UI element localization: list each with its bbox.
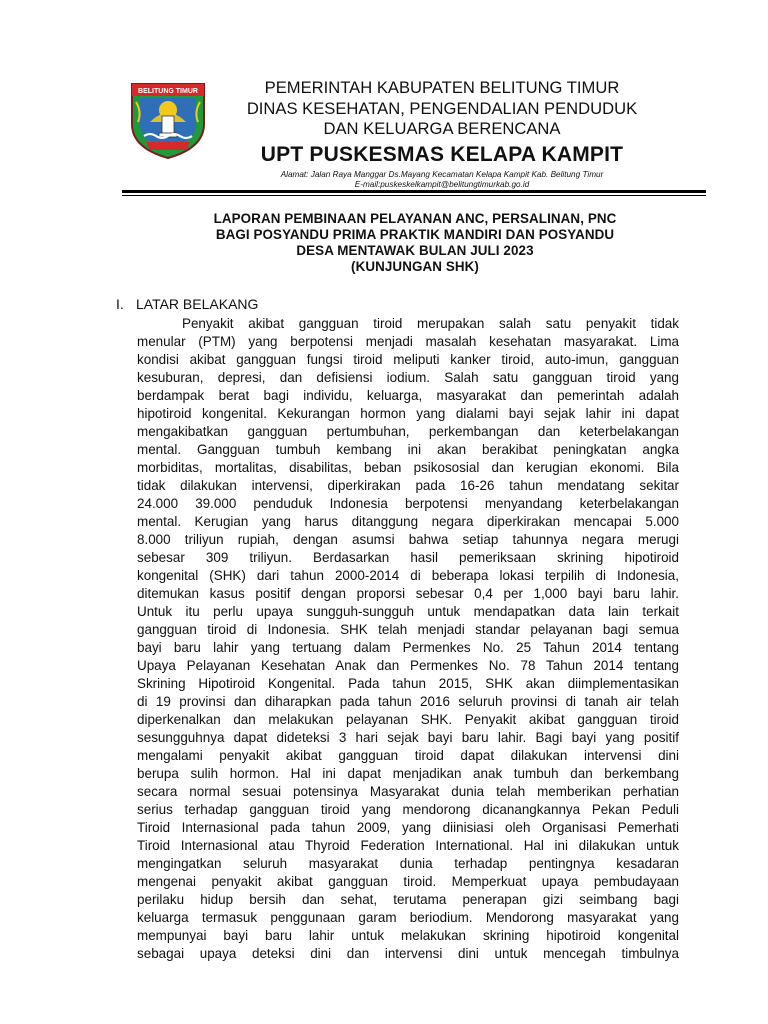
paragraph-line: mengingatkan seluruh masyarakat dunia terhadap pentingnya kesadaran <box>137 856 679 871</box>
paragraph-line: di 19 provinsi dan diharapkan pada tahun 2016 seluruh provinsi di tanah air telah <box>137 694 679 709</box>
paragraph-line: secara normal sesuai potensinya Masyarakat dunia telah memberikan perhatian <box>137 784 679 799</box>
paragraph-line: kongenital (SHK) dari tahun 2000-2014 di beberapa lokasi terpilih di Indonesia, <box>137 568 679 583</box>
paragraph-line: bayi baru lahir yang tertuang dalam Permenkes No. 25 Tahun 2014 tentang <box>137 640 679 655</box>
paragraph-line: ditemukan kasus positif dengan proporsi sebesar 0,4 per 1,000 bayi baru lahir. <box>137 586 679 601</box>
letterhead <box>212 80 672 189</box>
section-heading: LATAR BELAKANG <box>136 296 259 312</box>
letterhead-divider-thin <box>122 195 706 196</box>
paragraph-line: Tiroid Internasional atau Thyroid Federation International. Hal ini dilakukan untuk <box>137 838 679 853</box>
letterhead-agency-cont: DAN KELUARGA BERENCANA <box>323 119 561 139</box>
section-paragraph <box>137 315 679 963</box>
paragraph-line: mental. Gangguan tumbuh kembang ini akan berakibat peningkatan angka <box>137 442 679 457</box>
paragraph-line: gangguan tiroid di Indonesia. SHK telah menjadi standar pelayanan bagi semua <box>137 622 679 637</box>
paragraph-line: mengakibatkan gangguan pertumbuhan, perkembangan dan keterbelakangan <box>137 424 679 439</box>
paragraph-line: sebesar 309 triliyun. Berdasarkan hasil pemeriksaan skrining hipotiroid <box>137 550 679 565</box>
paragraph-line: kesuburan, depresi, dan defisiensi iodium. Salah satu gangguan tiroid yang <box>137 370 679 385</box>
section-number: I. <box>116 296 124 312</box>
paragraph-line: morbiditas, mortalitas, disabilitas, beban psikososial dan kerugian ekonomi. Bila <box>137 460 679 475</box>
paragraph-line: Tiroid Internasional pada tahun 2009, yang diinisiasi oleh Organisasi Pemerhati <box>137 820 679 835</box>
paragraph-line: mempunyai bayi baru lahir untuk melakukan skrining hipotiroid kongenital <box>137 928 679 943</box>
report-title-line: LAPORAN PEMBINAAN PELAYANAN ANC, PERSALINAN, PNC <box>213 211 617 226</box>
paragraph-line: Skrining Hipotiroid Kongenital. Pada tahun 2015, SHK akan diimplementasikan <box>137 676 679 691</box>
paragraph-line: kondisi akibat gangguan fungsi tiroid meliputi kanker tiroid, auto-imun, gangguan <box>137 352 679 367</box>
paragraph-line: 8.000 triliyun rupiah, dengan asumsi bahwa setiap tahunnya negara merugi <box>137 532 679 547</box>
paragraph-line: hipotiroid kongenital. Kekurangan hormon yang dialami bayi sejak lahir ini dapat <box>137 406 679 421</box>
letterhead-agency: DINAS KESEHATAN, PENGENDALIAN PENDUDUK <box>246 98 638 118</box>
paragraph-line: Upaya Pelayanan Kesehatan Anak dan Permenkes No. 78 Tahun 2014 tentang <box>137 658 679 673</box>
paragraph-line: 24.000 39.000 penduduk Indonesia berpotensi menyandang keterbelakangan <box>137 496 679 511</box>
letterhead-government: PEMERINTAH KABUPATEN BELITUNG TIMUR <box>264 78 620 97</box>
paragraph-line: Penyakit akibat gangguan tiroid merupakan salah satu penyakit tidak <box>182 316 679 331</box>
paragraph-line: sesungguhnya dapat dideteksi 3 hari sejak bayi baru lahir. Bagi bayi yang positif <box>137 730 679 745</box>
report-title <box>150 211 680 275</box>
paragraph-line: diperkenalkan dan melakukan pelayanan SHK. Penyakit akibat gangguan tiroid <box>137 712 679 727</box>
paragraph-line: keluarga termasuk penggunaan garam beriodium. Mendorong masyarakat yang <box>137 910 679 925</box>
paragraph-line: berdampak berat bagi individu, keluarga, masyarakat dan pemerintah adalah <box>137 388 679 403</box>
letterhead-divider-thick <box>122 190 706 193</box>
paragraph-line: menular (PTM) yang berpotensi menjadi masalah kesehatan masyarakat. Lima <box>137 334 679 349</box>
paragraph-line: tidak dilakukan intervensi, diperkirakan pada 16-26 tahun mendatang sekitar <box>137 478 679 493</box>
letterhead-email: E-mail:puskeskelkampit@belitungtimurkab.go.id <box>354 179 530 189</box>
letterhead-institution: UPT PUSKESMAS KELAPA KAMPIT <box>260 142 624 166</box>
paragraph-line: sebagai upaya deteksi dini dan intervensi dini untuk mencegah timbulnya <box>137 946 679 961</box>
paragraph-line: serius terhadap gangguan tiroid yang mendorong dicanangkannya Pekan Peduli <box>137 802 679 817</box>
paragraph-line: berupa sulih hormon. Hal ini dapat menjadikan anak tumbuh dan berkembang <box>137 766 679 781</box>
paragraph-line: perilaku hidup bersih dan sehat, terutama penerapan gizi seimbang bagi <box>137 892 679 907</box>
report-title-line: (KUNJUNGAN SHK) <box>351 259 479 274</box>
regency-logo <box>128 78 208 160</box>
letterhead-address: Alamat: Jalan Raya Manggar Ds.Mayang Kecamatan Kelapa Kampit Kab. Belitung Timur <box>280 169 604 179</box>
paragraph-line: mengenai penyakit akibat gangguan tiroid. Memperkuat upaya pembudayaan <box>137 874 679 889</box>
paragraph-line: mengalami penyakit akibat gangguan tiroid dapat dilakukan intervensi dini <box>137 748 679 763</box>
paragraph-line: mental. Kerugian yang harus ditanggung negara diperkirakan mencapai 5.000 <box>137 514 679 529</box>
report-title-line: BAGI POSYANDU PRIMA PRAKTIK MANDIRI DAN POSYANDU <box>215 227 615 242</box>
svg-text:BELITUNG TIMUR: BELITUNG TIMUR <box>138 88 198 95</box>
report-title-line: DESA MENTAWAK BULAN JULI 2023 <box>296 243 534 258</box>
paragraph-line: Untuk itu perlu upaya sungguh-sungguh untuk mendapatkan data lain terkait <box>137 604 679 619</box>
belitung-timur-emblem-icon <box>128 78 208 160</box>
